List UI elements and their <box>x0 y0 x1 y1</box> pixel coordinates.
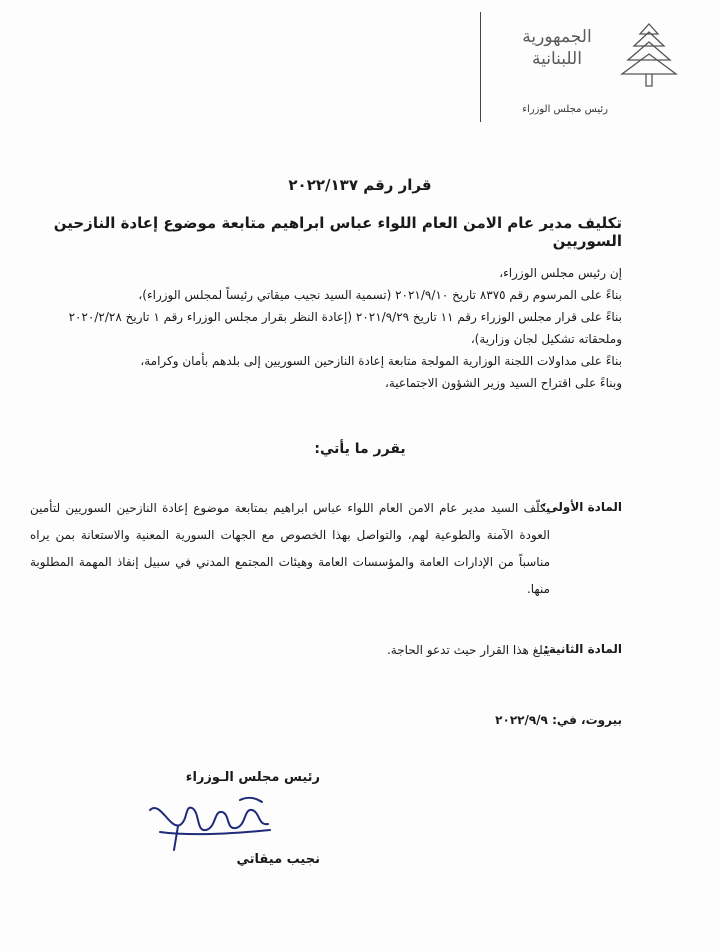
date-line: بيروت، في: ٢٠٢٢/٩/٩ <box>495 713 622 727</box>
letterhead <box>480 12 680 122</box>
signatory-title: رئيس مجلس الـوزراء <box>185 770 320 785</box>
cedar-icon <box>618 20 680 90</box>
signature-block <box>120 770 320 890</box>
article-two-label: المادة الثانية: <box>543 642 622 656</box>
preamble-line: إن رئيس مجلس الوزراء، <box>499 266 622 280</box>
article-one-text: يكلّف السيد مدير عام الامن العام اللواء عباس ابراهيم بمتابعة موضوع إعادة النازحين السوريين لتأمين العودة الآمنة والطوعية لهم، والتواصل بهذا الخصوص مع الجهات السورية المعنية والاستعانة بمن يراه مناسباً من الإدارات العامة والمؤسسات العامة وهيئات المجتمع المدني في سبيل إنفاذ المهمة المطلوبة منها. <box>30 501 550 596</box>
decision-number: قرار رقم ٢٠٢٢/١٣٧ <box>288 176 432 194</box>
preamble-line: بناءً على قرار مجلس الوزراء رقم ١١ تاريخ ٢٠٢١/٩/٢٩ (إعادة النظر بقرار مجلس الوزراء رقم ١ تاريخ ٢٠٢٠/٢/٢٨ وملحقاته تشكيل لجان وزارية)، <box>68 310 622 346</box>
office-title: رئيس مجلس الوزراء <box>522 104 608 115</box>
handwritten-signature <box>130 790 280 860</box>
preamble-line: بناءً على مداولات اللجنة الوزارية المولجة متابعة إعادة النازحين السوريين إلى بلدهم بأمان وكرامة، <box>140 354 622 368</box>
decides-heading: يقرر ما يأتي: <box>314 441 406 457</box>
article-two-text: يبلغ هذا القرار حيث تدعو الحاجة. <box>386 643 550 657</box>
preamble-line: بناءً على المرسوم رقم ٨٣٧٥ تاريخ ٢٠٢١/٩/١٠ (تسمية السيد نجيب ميقاتي رئيساً لمجلس الوزراء)، <box>138 288 622 302</box>
article-one-label: المادة الأولى: <box>541 500 622 514</box>
letterhead-divider <box>480 12 481 122</box>
decision-subject: تكليف مدير عام الامن العام اللواء عباس ابراهيم متابعة موضوع إعادة النازحين السوريين <box>53 214 622 250</box>
preamble-line: وبناءً على اقتراح السيد وزير الشؤون الاجتماعية، <box>384 376 622 390</box>
preamble <box>32 262 622 394</box>
signatory-name: نجيب ميقاتي <box>236 852 320 867</box>
emblem-title: الجمهورية اللبنانية <box>522 27 592 69</box>
